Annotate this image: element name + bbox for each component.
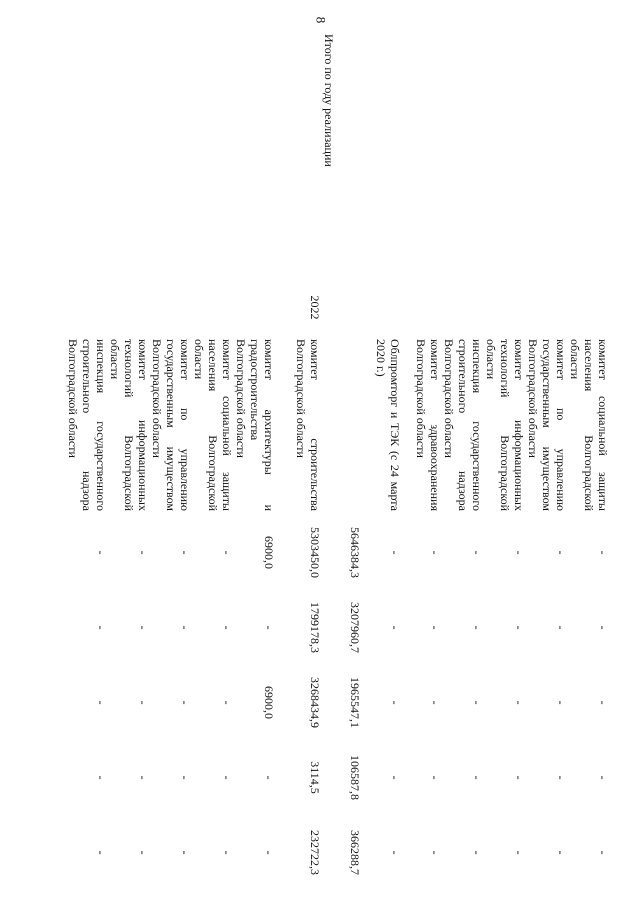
total-label-cell: [150, 30, 192, 280]
value-col4-cell: 3114,5: [308, 761, 322, 794]
value-col3-cell: -: [220, 700, 234, 705]
table-row: [276, 30, 322, 890]
value-col3-cell: 3268434,9: [308, 677, 322, 728]
value-total-cell: -: [512, 550, 526, 555]
value-col4-cell: -: [554, 775, 568, 780]
page-number-text: 8: [313, 16, 328, 24]
value-total-cell: -: [94, 550, 108, 555]
value-col2-cell: 3207960,7: [348, 602, 362, 653]
value-col5-cell: -: [596, 850, 610, 855]
year-cell: [192, 280, 234, 335]
organization-cell: комитет информационных технологий Волгоградской области: [108, 339, 150, 511]
table-row: [150, 30, 192, 890]
value-col5-cell: 366288,7: [348, 830, 362, 875]
value-col2-cell: -: [554, 625, 568, 630]
value-col4-cell: -: [94, 775, 108, 780]
value-col3-cell: -: [470, 700, 484, 705]
value-col2-cell: -: [428, 625, 442, 630]
value-col5-cell: -: [388, 850, 402, 855]
total-label-cell: [362, 30, 402, 280]
value-col4-cell: -: [388, 775, 402, 780]
value-col3-cell: -: [512, 700, 526, 705]
table-row: [402, 30, 442, 890]
value-col2-cell: -: [596, 625, 610, 630]
organization-cell: комитет по управлению государственным имуществом Волгоградской области: [526, 339, 568, 511]
total-label-cell: [108, 30, 150, 280]
organization-cell: комитет информационных технологий Волгоградской области: [484, 339, 526, 511]
year-cell: 2022: [308, 295, 322, 320]
total-label-cell: Итого по году реализации: [322, 34, 336, 167]
value-col3-cell: -: [136, 700, 150, 705]
total-label-cell: [526, 30, 568, 280]
total-label-cell: [568, 30, 610, 280]
value-total-cell: -: [388, 550, 402, 555]
value-col5-cell: -: [178, 850, 192, 855]
organization-cell: инспекция государственного строительного надзора Волгоградской области: [66, 339, 108, 511]
value-col5-cell: -: [512, 850, 526, 855]
value-total-cell: -: [428, 550, 442, 555]
value-col2-cell: -: [512, 625, 526, 630]
value-col3-cell: -: [596, 700, 610, 705]
total-label-cell: [442, 30, 484, 280]
value-total-cell: 5303450,0: [308, 527, 322, 578]
value-total-cell: -: [178, 550, 192, 555]
value-col5-cell: -: [554, 850, 568, 855]
page-number: [0, 12, 640, 28]
organization-cell: [322, 335, 362, 515]
value-col2-cell: -: [470, 625, 484, 630]
year-cell: [150, 280, 192, 335]
value-col3-cell: 1965547,1: [348, 677, 362, 728]
value-col5-cell: -: [94, 850, 108, 855]
organization-cell: комитет по управлению государственным имуществом Волгоградской области: [150, 339, 192, 511]
table-row: [108, 30, 150, 890]
value-col2-cell: -: [94, 625, 108, 630]
value-col2-cell: -: [220, 625, 234, 630]
year-cell: [362, 280, 402, 335]
year-cell: [442, 280, 484, 335]
budget-table-body: [62, 30, 610, 890]
value-col4-cell: -: [220, 775, 234, 780]
year-cell: [322, 280, 362, 335]
value-col3-cell: -: [428, 700, 442, 705]
value-col2-cell: -: [178, 625, 192, 630]
table-row: [234, 30, 276, 890]
value-total-cell: 6900,0: [262, 536, 276, 569]
total-label-cell: [192, 30, 234, 280]
year-cell: [108, 280, 150, 335]
year-cell: [526, 280, 568, 335]
table-row: [568, 30, 610, 890]
value-col5-cell: -: [470, 850, 484, 855]
organization-cell: инспекция государственного строительного надзора Волгоградской области: [442, 339, 484, 511]
year-cell: [234, 280, 276, 335]
value-col2-cell: -: [136, 625, 150, 630]
table-row: [362, 30, 402, 890]
value-col5-cell: 232722,3: [308, 830, 322, 875]
total-label-cell: [234, 30, 276, 280]
table-row: [526, 30, 568, 890]
value-col5-cell: -: [428, 850, 442, 855]
value-col4-cell: -: [136, 775, 150, 780]
value-col4-cell: -: [428, 775, 442, 780]
value-col5-cell: -: [220, 850, 234, 855]
organization-cell: комитет социальной защиты населения Волгоградской области: [192, 339, 234, 511]
value-col2-cell: -: [262, 625, 276, 630]
value-col4-cell: -: [178, 775, 192, 780]
value-total-cell: -: [220, 550, 234, 555]
value-total-cell: -: [596, 550, 610, 555]
budget-table: [62, 30, 610, 890]
total-label-cell: [484, 30, 526, 280]
organization-cell: комитет строительства Волгоградской области: [294, 339, 322, 511]
value-col4-cell: -: [470, 775, 484, 780]
total-label-cell: [62, 30, 108, 280]
value-col3-cell: -: [178, 700, 192, 705]
total-label-cell: [402, 30, 442, 280]
organization-cell: комитет социальной защиты населения Волгоградской области: [568, 339, 610, 511]
value-col3-cell: 6900,0: [262, 686, 276, 719]
table-row: [192, 30, 234, 890]
value-col3-cell: -: [94, 700, 108, 705]
value-col2-cell: 1799178,3: [308, 602, 322, 653]
year-cell: [484, 280, 526, 335]
value-total-cell: -: [470, 550, 484, 555]
table-row: [484, 30, 526, 890]
total-label-cell: [276, 30, 322, 280]
organization-cell: комитет архитектуры и градостроительства Волгоградской области: [234, 339, 276, 511]
value-col3-cell: -: [388, 700, 402, 705]
value-col3-cell: -: [554, 700, 568, 705]
year-cell: [568, 280, 610, 335]
year-cell: [62, 280, 108, 335]
rotated-table-container: [66, 30, 610, 890]
organization-cell: комитет здравоохранения Волгоградской области: [414, 339, 442, 511]
value-col2-cell: -: [388, 625, 402, 630]
value-col4-cell: -: [262, 775, 276, 780]
value-total-cell: -: [136, 550, 150, 555]
table-row: [322, 30, 362, 890]
value-col4-cell: -: [512, 775, 526, 780]
value-col5-cell: -: [262, 850, 276, 855]
year-cell: [402, 280, 442, 335]
value-col5-cell: -: [136, 850, 150, 855]
table-row: [62, 30, 108, 890]
value-col4-cell: -: [596, 775, 610, 780]
table-row: [442, 30, 484, 890]
value-col4-cell: 106587,8: [348, 755, 362, 800]
value-total-cell: -: [554, 550, 568, 555]
organization-cell: Облпромторг и ТЭК (с 24 марта 2020 г.): [374, 339, 402, 511]
value-total-cell: 5646384,3: [348, 527, 362, 578]
